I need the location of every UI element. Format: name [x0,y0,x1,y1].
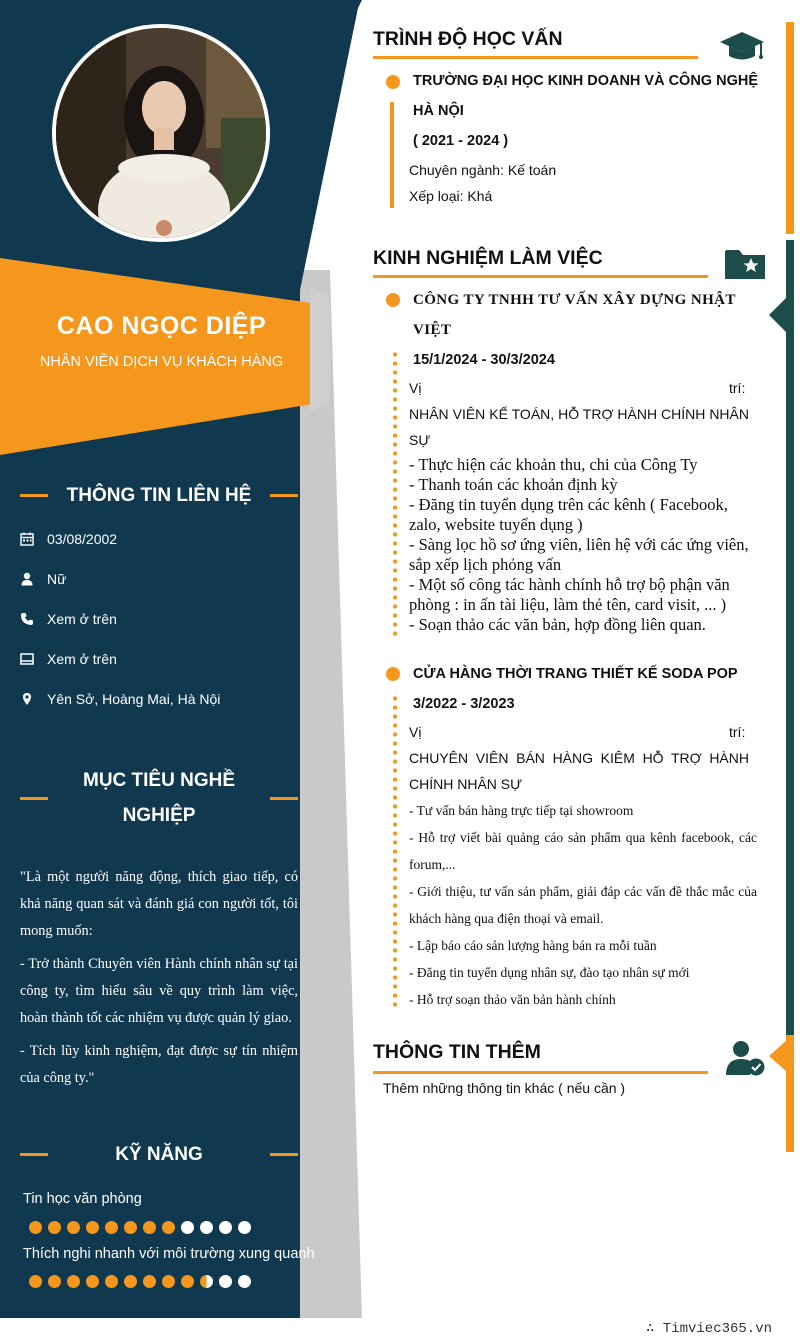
candidate-name: CAO NGỌC DIỆP [56,312,267,340]
job1-company-line2: VIỆT [413,322,452,338]
heading-bar-left [20,1153,48,1156]
candidate-role: NHÂN VIÊN DỊCH VỤ KHÁCH HÀNG [39,354,284,370]
duty-item: - Lập báo cáo sản lượng hàng bán ra mỗi tuần [409,938,657,953]
contact-heading-label: THÔNG TIN LIÊN HỆ [66,485,252,506]
skill-dot [29,1221,42,1234]
contact-phone [20,611,117,627]
skill-dot [86,1275,99,1288]
address-value: Yên Sở, Hoàng Mai, Hà Nội [47,691,221,707]
phone-value[interactable]: Xem ở trên [47,611,117,627]
job2-period: 3/2022 - 3/2023 [413,696,515,712]
school-name-line2: HÀ NỘI [413,103,464,119]
graduation-cap-icon [719,30,765,69]
heading-bar-right [270,494,298,497]
footer-watermark [646,1320,772,1337]
education-major: Chuyên ngành: Kế toán [409,162,557,178]
skill-dot [238,1221,251,1234]
gender-value: Nữ [47,571,67,587]
experience-edge-arrow [769,297,787,333]
heading-bar-right [270,797,298,800]
job1-position-word2: trí: [729,380,746,396]
extra-edge-bar [786,1035,794,1152]
skill-rating [29,1275,251,1288]
extra-edge-arrow [769,1040,787,1072]
job2-company: CỬA HÀNG THỜI TRANG THIẾT KẾ SODA POP [413,666,738,682]
skill-dot [67,1275,80,1288]
skill-dot [162,1275,175,1288]
job-bullet [386,667,400,681]
education-heading: TRÌNH ĐỘ HỌC VẤN [373,28,563,50]
duty-item: - Hỗ trợ viết bài quảng cáo sản phẩm qua kênh facebook, các forum,... [409,830,757,872]
objective-heading-label [48,763,270,833]
duty-item: - Một số công tác hành chính hỗ trợ bộ phận văn phòng : in ấn tài liệu, làm thẻ tên, card visit, ... ) [409,575,730,614]
duty-item: - Giới thiệu, tư vấn sản phẩm, giải đáp các vấn đề thắc mắc của khách hàng qua điện thoại và email. [409,884,757,926]
skill-dot [219,1275,232,1288]
skill-dot [48,1221,61,1234]
contact-address [20,691,220,707]
user-check-icon [726,1040,766,1081]
job1-position-word1: Vị [409,380,422,396]
skill-dot [181,1221,194,1234]
contact-gender [20,571,66,587]
skill-dot [200,1221,213,1234]
contact-email [20,651,117,667]
heading-bar-left [20,797,48,800]
experience-edge-bar [786,240,794,1035]
email-value[interactable]: Xem ở trên [47,651,117,667]
location-pin-icon [20,692,34,706]
contact-heading [20,478,298,513]
skill-dot [124,1275,137,1288]
education-grade: Xếp loại: Khá [409,188,493,204]
job2-position-word1: Vị [409,724,422,740]
skill-dot [124,1221,137,1234]
footer-brand: Timviec365.vn [662,1321,772,1337]
education-edge-bar [786,22,794,234]
user-icon [20,572,34,586]
email-icon [20,652,34,666]
skill-dot [219,1221,232,1234]
education-underline [373,56,698,59]
skill-dot [143,1275,156,1288]
duty-item: - Đăng tin tuyển dụng nhân sự, đào tạo nhân sự mới [409,965,690,980]
job1-period: 15/1/2024 - 30/3/2024 [413,352,555,368]
folder-star-icon [725,247,765,285]
objective-heading-line2: NGHIỆP [122,805,196,826]
skill-dot [86,1221,99,1234]
skill-dot [105,1275,118,1288]
skills-heading [20,1137,298,1172]
job2-position-word2: trí: [729,724,746,740]
skill-rating [29,1221,251,1234]
education-bullet [386,75,400,89]
sidebar-grey-edge [300,270,362,1318]
job2-position-line1: CHUYÊN VIÊN BÁN HÀNG KIÊM HỖ TRỢ HÀNH [409,750,749,766]
job-bullet [386,293,400,307]
job2-duties [409,797,757,1013]
skill-name: Tin học văn phòng [23,1191,142,1207]
objective-paragraph: - Tích lũy kinh nghiệm, đạt được sự tín nhiệm của công ty." [20,1043,298,1086]
duty-item: - Đăng tin tuyển dụng trên các kênh ( Facebook, zalo, website tuyển dụng ) [409,495,728,534]
calendar-icon [20,532,34,546]
education-timeline [390,102,394,208]
objective-paragraph: - Trở thành Chuyên viên Hành chính nhân sự tại công ty, tìm hiểu sâu về quy trình làm việc, hoàn thành tốt các nhiệm vụ được quản lý giao. [20,956,298,1026]
school-name-line1: TRƯỜNG ĐẠI HỌC KINH DOANH VÀ CÔNG NGHỆ [413,73,759,89]
experience-heading: KINH NGHIỆM LÀM VIỆC [373,247,603,269]
job1-company-line1: CÔNG TY TNHH TƯ VẤN XÂY DỰNG NHẬT [413,292,736,308]
duty-item: - Tư vấn bán hàng trực tiếp tại showroom [409,803,634,818]
heading-bar-left [20,494,48,497]
skill-dot [200,1275,213,1288]
duty-item: - Thanh toán các khoản định kỳ [409,475,618,494]
extra-underline [373,1071,708,1074]
skills-heading-label: KỸ NĂNG [115,1144,203,1165]
duty-item: - Thực hiện các khoản thu, chi của Công Ty [409,455,698,474]
skill-dot [67,1221,80,1234]
objective-heading [20,763,298,833]
skill-dot [105,1221,118,1234]
extra-text: Thêm những thông tin khác ( nếu cần ) [383,1080,626,1096]
duty-item: - Soạn thảo các văn bản, hợp đồng liên quan. [409,615,706,634]
avatar-photo [56,28,266,238]
experience-underline [373,275,708,278]
heading-bar-right [270,1153,298,1156]
job1-duties [409,455,754,635]
contact-birthday [20,531,117,547]
skill-dot [162,1221,175,1234]
phone-icon [20,612,34,626]
skill-dot [48,1275,61,1288]
job2-position-line2: CHÍNH NHÂN SỰ [409,776,523,792]
job-timeline [393,350,397,640]
duty-item: - Hỗ trợ soạn thảo văn bản hành chính [409,992,616,1007]
footer-dots-icon: ∴ [645,1321,663,1337]
grey-arrow [310,286,330,412]
birthday-value: 03/08/2002 [47,531,118,547]
skill-dot [238,1275,251,1288]
skill-dot [29,1275,42,1288]
objective-heading-line1: MỤC TIÊU NGHỀ [83,770,235,791]
skill-dot [143,1221,156,1234]
school-years: ( 2021 - 2024 ) [413,133,509,149]
skill-dot [181,1275,194,1288]
extra-heading: THÔNG TIN THÊM [373,1041,541,1063]
duty-item: - Sàng lọc hồ sơ ứng viên, liên hệ với các ứng viên, sắp xếp lịch phỏng vấn [409,535,749,574]
objective-text [20,864,298,1098]
job-timeline [393,694,397,1008]
skill-name: Thích nghi nhanh với môi trường xung quanh [23,1246,315,1262]
job1-position-line2: SỰ [409,432,431,448]
objective-paragraph: "Là một người năng động, thích giao tiếp, có khả năng quan sát và đánh giá con người tốt, tôi mong muốn: [20,869,298,939]
avatar [52,24,270,242]
job1-position-line1: NHÂN VIÊN KẾ TOÁN, HỖ TRỢ HÀNH CHÍNH NHÂN [409,406,749,422]
